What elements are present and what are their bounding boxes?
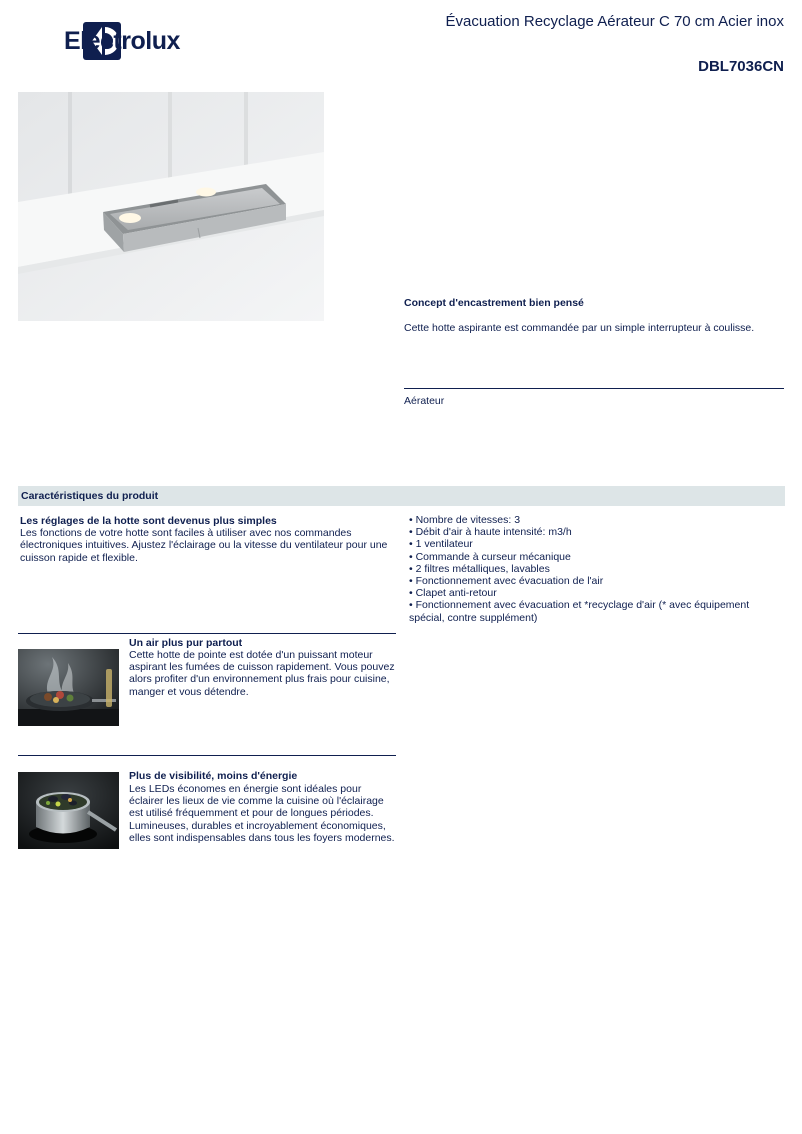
feature-text: Cette hotte de pointe est dotée d'un puissant moteur aspirant les fumées de cuisson rapidement. Vous pouvez alors profiter d'un environnement plus frais pour cuisine, manger et vous détendre.: [129, 649, 395, 698]
spec-item: • Fonctionnement avec évacuation et *recyclage d'air (* avec équipement spécial, contre supplément): [409, 599, 750, 624]
brand-name: Electrolux: [64, 27, 180, 55]
divider: [18, 633, 396, 634]
divider: [404, 388, 784, 389]
spec-item: • Clapet anti-retour: [409, 587, 497, 600]
concept-text: Cette hotte aspirante est commandée par un simple interrupteur à coulisse.: [404, 322, 755, 334]
spec-item: • Commande à curseur mécanique: [409, 550, 571, 563]
concept-title: Concept d'encastrement bien pensé: [404, 297, 584, 309]
feature-text: Les LEDs économes en énergie sont idéales pour éclairer les lieux de vie comme la cuisine où l'éclairage est utilisé fréquemment et pour de longues périodes. Lumineuses, durables et incroyablement économiques, elles sont indispensables dans tous les foyers modernes.: [129, 783, 395, 844]
feature-title: Plus de visibilité, moins d'énergie: [129, 770, 298, 782]
characteristics-label: Caractéristiques du produit: [21, 490, 159, 502]
feature-title: Les réglages de la hotte sont devenus plus simples: [20, 515, 277, 527]
product-title: Évacuation Recyclage Aérateur C 70 cm Acier inox: [445, 13, 784, 30]
divider: [18, 755, 396, 756]
spec-item: • 2 filtres métalliques, lavables: [409, 562, 550, 575]
spec-list: [409, 514, 781, 624]
feature-text: Les fonctions de votre hotte sont faciles à utiliser avec nos commandes électroniques intuitives. Ajustez l'éclairage ou la vitesse du ventilateur pour une cuisson rapide et flexible.: [20, 527, 388, 564]
cooking-pot-steam-image: [18, 649, 119, 726]
spec-item: • Nombre de vitesses: 3: [409, 514, 521, 526]
feature-title: Un air plus pur partout: [129, 637, 243, 649]
spec-item: • Fonctionnement avec évacuation de l'air: [409, 575, 604, 588]
product-type: Aérateur: [404, 395, 445, 407]
product-model: DBL7036CN: [698, 58, 784, 75]
mussels-pot-image: [18, 772, 119, 849]
hood-product-image: [18, 92, 324, 321]
spec-item: • Débit d'air à haute intensité: m3/h: [409, 526, 572, 539]
spec-item: • 1 ventilateur: [409, 538, 473, 551]
